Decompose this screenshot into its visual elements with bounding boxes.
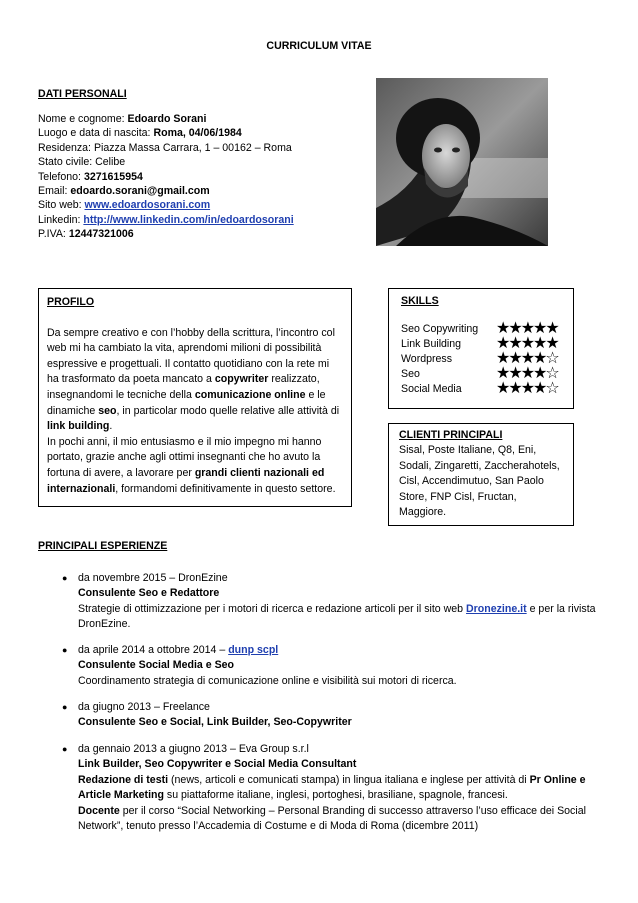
email-value: edoardo.sorani@gmail.com: [70, 185, 210, 198]
telefono-row: Telefono: 3271615954: [38, 170, 143, 183]
email-row: Email: edoardo.sorani@gmail.com: [38, 185, 210, 198]
skill-row-seo-copywriting: [401, 321, 561, 336]
dunp-link[interactable]: dunp scpl: [228, 644, 279, 656]
profilo-heading: PROFILO: [47, 296, 95, 308]
bullet-icon: ●: [62, 744, 68, 754]
skill-name: Seo Copywriting: [401, 322, 479, 335]
piva-value: 12447321006: [68, 228, 134, 241]
nascita-row: Luogo e data di nascita: Roma, 04/06/1984: [38, 127, 242, 140]
skill-rating-stars: ★★★★☆: [496, 350, 558, 367]
skill-rating-stars: ★★★★☆: [496, 380, 558, 397]
bullet-icon: ●: [62, 573, 68, 583]
skill-name: Social Media: [401, 382, 462, 395]
experience-desc-redazione: Redazione di testi (news, articoli e comunicati stampa) in lingua italiana e inglese per attività di Pr Online e Article Marketing su piattaforme italiane, inglesi, portoghesi, brasiliane, spagnole, francesi.: [78, 773, 586, 802]
personal-info: [38, 112, 294, 242]
nome-row: Nome e cognome: Edoardo Sorani: [38, 113, 207, 125]
skill-rating-stars: ★★★★☆: [496, 365, 558, 382]
experience-date: da novembre 2015 – DronEzine: [78, 572, 228, 584]
profilo-paragraph-2: In pochi anni, il mio entusiasmo e il mio impegno mi hanno portato, grazie anche agli ottimi insegnanti che ho avuto la fortuna di avere, a lavorare per grandi clienti nazionali ed internazionali, formandomi definitivamente in questo settore.: [47, 435, 336, 495]
experience-role: Consulente Seo e Social, Link Builder, Seo-Copywriter: [78, 716, 352, 729]
profile-photo: [376, 78, 548, 246]
skill-row-social-media: [401, 381, 561, 396]
experience-desc-docente: Docente per il corso “Social Networking – Personal Branding di successo attraverso l’uso efficace dei Social Network”, tenuto presso l’Accademia di Costume e di Moda di Roma (dicembre 2011): [78, 804, 586, 833]
profilo-box: [38, 288, 352, 507]
experience-role: Link Builder, Seo Copywriter e Social Media Consultant: [78, 758, 357, 771]
skills-box: [388, 288, 574, 409]
clienti-heading: CLIENTI PRINCIPALI: [399, 429, 503, 441]
experience-item-dronezine: [62, 571, 602, 633]
stato-row: Stato civile: Celibe: [38, 156, 126, 169]
experience-desc: Strategie di ottimizzazione per i motori di ricerca e redazione articoli per il sito web Dronezine.it e per la rivista DronEzine.: [78, 602, 596, 631]
experience-desc: Coordinamento strategia di comunicazione online e visibilità sui motori di ricerca.: [78, 674, 457, 687]
sito-link[interactable]: www.edoardosorani.com: [84, 199, 211, 212]
nome-value: Edoardo Sorani: [127, 113, 207, 125]
clienti-list: Sisal, Poste Italiane, Q8, Eni, Sodali, Zingaretti, Zaccherahotels, Cisl, Accendimutuo, San Paolo Store, FNP Cisl, Fructan, Maggiore.: [399, 444, 560, 519]
linkedin-row: Linkedin: http://www.linkedin.com/in/edoardosorani: [38, 213, 294, 226]
skill-row-seo: [401, 366, 561, 381]
experience-date: da giugno 2013 – Freelance: [78, 701, 210, 713]
dati-personali-heading: DATI PERSONALI: [38, 88, 127, 100]
experience-date: da gennaio 2013 a giugno 2013 – Eva Group s.r.l: [78, 743, 309, 755]
bullet-icon: ●: [62, 645, 68, 655]
linkedin-link[interactable]: http://www.linkedin.com/in/edoardosorani: [83, 213, 294, 226]
experience-role: Consulente Social Media e Seo: [78, 659, 235, 672]
profilo-paragraph-1: Da sempre creativo e con l’hobby della scrittura, l’incontro col web mi ha cambiato la vita, aprendomi milioni di possibilità espressive e progettuali. Il contatto quotidiano con la rete mi ha trasformato da poeta mancato a copywriter realizzato, insegnandomi le tecniche della comunicazione online e le dinamiche seo, in particolar modo quelle relative alle attività di link building.: [47, 326, 340, 433]
clienti-box: [388, 423, 574, 526]
skill-row-wordpress: [401, 351, 561, 366]
nascita-value: Roma, 04/06/1984: [153, 127, 242, 140]
skill-rating-stars: ★★★★★: [496, 335, 558, 352]
skill-name: Seo: [401, 367, 420, 380]
esperienze-heading: PRINCIPALI ESPERIENZE: [38, 540, 168, 552]
skill-rating-stars: ★★★★★: [496, 320, 558, 337]
experience-item-freelance: [62, 700, 602, 731]
sito-row: Sito web: www.edoardosorani.com: [38, 199, 211, 212]
residenza-row: Residenza: Piazza Massa Carrara, 1 – 00162 – Roma: [38, 141, 292, 154]
experience-role: Consulente Seo e Redattore: [78, 587, 220, 600]
skills-heading: SKILLS: [401, 295, 439, 307]
document-title: CURRICULUM VITAE: [266, 40, 372, 52]
experience-item-dunp: [62, 643, 602, 689]
telefono-value: 3271615954: [83, 170, 143, 183]
bullet-icon: ●: [62, 702, 68, 712]
skill-name: Link Building: [401, 337, 462, 350]
skill-row-link-building: [401, 336, 561, 351]
experience-item-evagroup: [62, 742, 602, 834]
experience-date: da aprile 2014 a ottobre 2014 – dunp scpl: [78, 644, 279, 656]
skill-name: Wordpress: [401, 352, 453, 365]
dronezine-link[interactable]: Dronezine.it: [466, 602, 527, 615]
piva-row: P.IVA: 12447321006: [38, 228, 134, 241]
